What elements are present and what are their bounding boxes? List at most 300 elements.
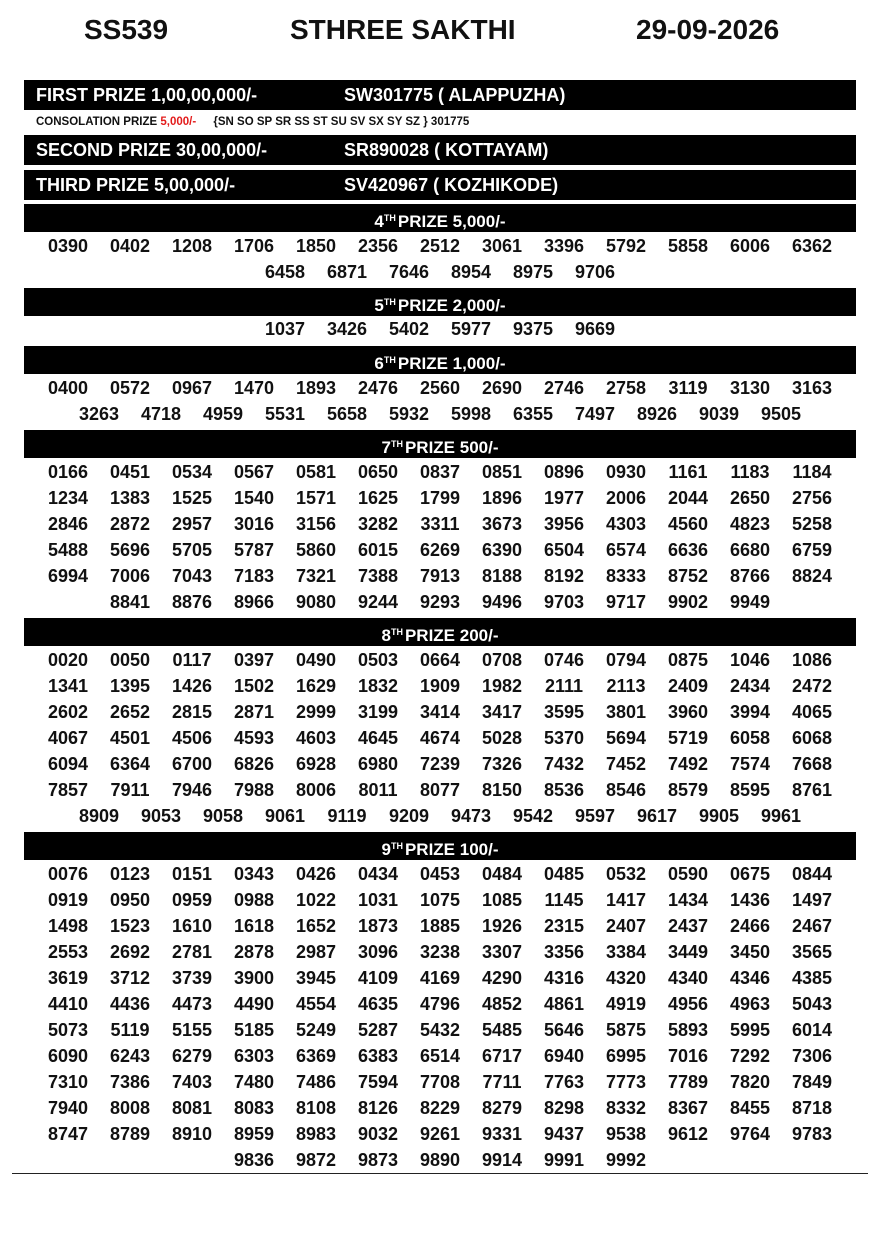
ticket-number: 1183 [730, 462, 770, 482]
ticket-number: 2756 [791, 488, 833, 508]
ticket-number: 7594 [357, 1072, 399, 1092]
ticket-number: 1652 [295, 916, 337, 936]
ticket-number: 0567 [233, 462, 275, 482]
ticket-number: 5432 [419, 1020, 461, 1040]
ticket-number: 3417 [481, 702, 523, 722]
third-prize-bar [24, 170, 856, 200]
ticket-number: 5249 [295, 1020, 337, 1040]
number-row [36, 991, 844, 1017]
number-row [36, 699, 844, 725]
ticket-number: 1799 [419, 488, 461, 508]
number-row [36, 537, 844, 563]
ticket-number: 0390 [47, 236, 89, 256]
ticket-number: 2815 [171, 702, 213, 722]
ticket-number: 9053 [140, 806, 182, 826]
ticket-number: 8126 [357, 1098, 399, 1118]
ticket-number: 6369 [295, 1046, 337, 1066]
sixth-prize-header: 6TH PRIZE 1,000/- [24, 346, 856, 374]
ticket-number: 4861 [543, 994, 585, 1014]
ticket-number: 7911 [110, 780, 150, 800]
ticket-number: 2602 [47, 702, 89, 722]
ticket-number: 1540 [233, 488, 275, 508]
ticket-number: 9293 [419, 592, 461, 612]
ticket-number: 1426 [171, 676, 213, 696]
ticket-number: 3096 [357, 942, 399, 962]
ticket-number: 4506 [171, 728, 213, 748]
ticket-number: 8926 [636, 404, 678, 424]
ticket-number: 3673 [481, 514, 523, 534]
ticket-number: 7492 [667, 754, 709, 774]
ticket-number: 8188 [481, 566, 523, 586]
ticket-number: 7708 [419, 1072, 461, 1092]
number-row [36, 1043, 844, 1069]
ticket-number: 4852 [481, 994, 523, 1014]
ticket-number: 8333 [605, 566, 647, 586]
number-row [36, 589, 844, 615]
number-row [36, 1095, 844, 1121]
ticket-number: 2746 [543, 378, 585, 398]
ticket-number: 2957 [171, 514, 213, 534]
ticket-number: 9039 [698, 404, 740, 424]
ticket-number: 0875 [667, 650, 709, 670]
ticket-number: 7388 [357, 566, 399, 586]
consolation-label: CONSOLATION PRIZE [36, 116, 158, 128]
ticket-number: 3801 [605, 702, 647, 722]
ticket-number: 6574 [605, 540, 647, 560]
ticket-number: 2407 [605, 916, 647, 936]
ticket-number: 8761 [791, 780, 833, 800]
ticket-number: 8579 [667, 780, 709, 800]
ticket-number: 7043 [171, 566, 213, 586]
ticket-number: 9617 [636, 806, 678, 826]
ticket-number: 0534 [171, 462, 213, 482]
ticket-number: 4674 [419, 728, 461, 748]
ticket-number: 4290 [481, 968, 523, 988]
ticket-number: 4635 [357, 994, 399, 1014]
ticket-number: 5860 [295, 540, 337, 560]
ticket-number: 0896 [543, 462, 585, 482]
ticket-number: 5719 [667, 728, 709, 748]
ticket-number: 3263 [78, 404, 120, 424]
ticket-number: 7183 [233, 566, 275, 586]
ticket-number: 5155 [171, 1020, 213, 1040]
ticket-number: 1618 [233, 916, 275, 936]
ticket-number: 9717 [605, 592, 647, 612]
ticket-number: 0746 [543, 650, 585, 670]
ticket-number: 4303 [605, 514, 647, 534]
ticket-number: 6014 [791, 1020, 833, 1040]
ticket-number: 2987 [295, 942, 337, 962]
ticket-number: 1625 [357, 488, 399, 508]
ticket-number: 3384 [605, 942, 647, 962]
number-row [36, 1017, 844, 1043]
ticket-number: 3199 [357, 702, 399, 722]
ticket-number: 3449 [667, 942, 709, 962]
ticket-number: 0151 [171, 864, 213, 884]
ticket-number: 7849 [791, 1072, 833, 1092]
ticket-number: 2434 [729, 676, 771, 696]
number-row [36, 259, 844, 285]
ticket-number: 8595 [729, 780, 771, 800]
ticket-number: 7480 [233, 1072, 275, 1092]
ticket-number: 7913 [419, 566, 461, 586]
ticket-number: 1629 [295, 676, 337, 696]
ticket-number: 2476 [357, 378, 399, 398]
ticket-number: 9437 [543, 1124, 585, 1144]
ticket-number: 1022 [295, 890, 337, 910]
ticket-number: 0988 [233, 890, 275, 910]
ticket-number: 7321 [295, 566, 337, 586]
second-prize-label: SECOND PRIZE 30,00,000/- [36, 140, 268, 160]
ticket-number: 2878 [233, 942, 275, 962]
ticket-number: 8229 [419, 1098, 461, 1118]
ticket-number: 6383 [357, 1046, 399, 1066]
ticket-number: 4718 [140, 404, 182, 424]
ticket-number: 3960 [667, 702, 709, 722]
ticket-number: 3900 [233, 968, 275, 988]
fifth-prize-header: 5TH PRIZE 2,000/- [24, 288, 856, 316]
ticket-number: 0166 [47, 462, 89, 482]
ticket-number: 1436 [729, 890, 771, 910]
ticket-number: 6680 [729, 540, 771, 560]
ticket-number: 8332 [605, 1098, 647, 1118]
ticket-number: 6279 [171, 1046, 213, 1066]
ticket-number: 4554 [295, 994, 337, 1014]
ticket-number: 2553 [47, 942, 89, 962]
ticket-number: 8910 [171, 1124, 213, 1144]
ticket-number: 3396 [543, 236, 585, 256]
ticket-number: 4501 [109, 728, 151, 748]
ticket-number: 3994 [729, 702, 771, 722]
ticket-number: 7988 [233, 780, 275, 800]
result-header [0, 14, 880, 54]
ticket-number: 3565 [791, 942, 833, 962]
ticket-number: 3739 [171, 968, 213, 988]
ticket-number: 8841 [109, 592, 151, 612]
ticket-number: 0434 [357, 864, 399, 884]
ticket-number: 2113 [606, 676, 646, 696]
ticket-number: 6700 [171, 754, 213, 774]
ticket-number: 6364 [109, 754, 151, 774]
ticket-number: 8083 [233, 1098, 275, 1118]
number-row [36, 861, 844, 887]
number-row [36, 401, 844, 427]
ticket-number: 1434 [667, 890, 709, 910]
ticket-number: 1977 [543, 488, 585, 508]
ticket-number: 6243 [109, 1046, 151, 1066]
ticket-number: 9783 [791, 1124, 833, 1144]
ticket-number: 2111 [544, 676, 584, 696]
ticket-number: 6355 [512, 404, 554, 424]
ticket-number: 5858 [667, 236, 709, 256]
ticket-number: 0794 [605, 650, 647, 670]
number-row [36, 939, 844, 965]
third-prize-winner: SV420967 ( KOZHIKODE) [344, 175, 559, 195]
ticket-number: 3282 [357, 514, 399, 534]
ticket-number: 4436 [109, 994, 151, 1014]
ticket-number: 1383 [109, 488, 151, 508]
number-row [36, 751, 844, 777]
ticket-number: 0503 [357, 650, 399, 670]
ticket-number: 6362 [791, 236, 833, 256]
ticket-number: 1896 [481, 488, 523, 508]
ticket-number: 5995 [729, 1020, 771, 1040]
ticket-number: 5705 [171, 540, 213, 560]
ticket-number: 0664 [419, 650, 461, 670]
ticket-number: 0930 [605, 462, 647, 482]
ticket-number: 8747 [47, 1124, 89, 1144]
ticket-number: 8824 [791, 566, 833, 586]
ticket-number: 0590 [667, 864, 709, 884]
fourth-prize-header: 4TH PRIZE 5,000/- [24, 204, 856, 232]
ticket-number: 1610 [171, 916, 213, 936]
number-row [36, 459, 844, 485]
ticket-number: 3156 [295, 514, 337, 534]
ticket-number: 0400 [47, 378, 89, 398]
ticket-number: 6458 [264, 262, 306, 282]
second-prize-winner: SR890028 ( KOTTAYAM) [344, 140, 549, 160]
ticket-number: 1893 [295, 378, 337, 398]
ticket-number: 0453 [419, 864, 461, 884]
ticket-number: 0020 [47, 650, 89, 670]
ticket-number: 6058 [729, 728, 771, 748]
ticket-number: 1909 [419, 676, 461, 696]
ticket-number: 4109 [357, 968, 399, 988]
ticket-number: 7403 [171, 1072, 213, 1092]
ticket-number: 7292 [729, 1046, 771, 1066]
ticket-number: 2560 [419, 378, 461, 398]
ticket-number: 9991 [543, 1150, 585, 1170]
ticket-number: 7452 [605, 754, 647, 774]
ticket-number: 0572 [109, 378, 151, 398]
ticket-number: 2999 [295, 702, 337, 722]
fourth-prize-numbers [36, 233, 844, 285]
ticket-number: 7574 [729, 754, 771, 774]
ticket-number: 9473 [450, 806, 492, 826]
ticket-number: 3311 [420, 514, 460, 534]
ticket-number: 0397 [233, 650, 275, 670]
ticket-number: 9331 [481, 1124, 523, 1144]
ticket-number: 1498 [47, 916, 89, 936]
ticket-number: 7773 [605, 1072, 647, 1092]
ticket-number: 9597 [574, 806, 616, 826]
ticket-number: 1873 [357, 916, 399, 936]
ticket-number: 8536 [543, 780, 585, 800]
draw-date: 29-09-2026 [636, 14, 780, 45]
ticket-number: 8546 [605, 780, 647, 800]
ticket-number: 8298 [543, 1098, 585, 1118]
ticket-number: 6871 [326, 262, 368, 282]
ticket-number: 0426 [295, 864, 337, 884]
ticket-number: 8766 [729, 566, 771, 586]
ticket-number: 1571 [295, 488, 337, 508]
ticket-number: 6994 [47, 566, 89, 586]
ticket-number: 8983 [295, 1124, 337, 1144]
ticket-number: 2467 [791, 916, 833, 936]
ticket-number: 0123 [109, 864, 151, 884]
ticket-number: 3061 [481, 236, 523, 256]
ticket-number: 7006 [109, 566, 151, 586]
ticket-number: 1234 [47, 488, 89, 508]
ticket-number: 9244 [357, 592, 399, 612]
ticket-number: 9706 [574, 262, 616, 282]
ticket-number: 5485 [481, 1020, 523, 1040]
ticket-number: 0851 [481, 462, 523, 482]
ticket-number: 5185 [233, 1020, 275, 1040]
ticket-number: 8077 [419, 780, 461, 800]
lottery-name: STHREE SAKTHI [290, 14, 516, 45]
ninth-prize-numbers [36, 861, 844, 1173]
ticket-number: 0950 [109, 890, 151, 910]
ticket-number: 8192 [543, 566, 585, 586]
ticket-number: 3956 [543, 514, 585, 534]
ticket-number: 2758 [605, 378, 647, 398]
ticket-number: 2872 [109, 514, 151, 534]
ticket-number: 9836 [233, 1150, 275, 1170]
ticket-number: 8718 [791, 1098, 833, 1118]
ticket-number: 1982 [481, 676, 523, 696]
ticket-number: 0959 [171, 890, 213, 910]
ticket-number: 5875 [605, 1020, 647, 1040]
ticket-number: 2356 [357, 236, 399, 256]
ticket-number: 2650 [729, 488, 771, 508]
ticket-number: 9209 [388, 806, 430, 826]
ticket-number: 1850 [295, 236, 337, 256]
ticket-number: 9914 [481, 1150, 523, 1170]
ticket-number: 3595 [543, 702, 585, 722]
ticket-number: 7326 [481, 754, 523, 774]
ticket-number: 6068 [791, 728, 833, 748]
ticket-number: 1470 [233, 378, 275, 398]
ticket-number: 7946 [171, 780, 213, 800]
ticket-number: 8279 [481, 1098, 523, 1118]
ticket-number: 6980 [357, 754, 399, 774]
ticket-number: 4067 [47, 728, 89, 748]
ticket-number: 7239 [419, 754, 461, 774]
ticket-number: 5119 [110, 1020, 150, 1040]
ticket-number: 6006 [729, 236, 771, 256]
ticket-number: 1085 [481, 890, 523, 910]
ticket-number: 1525 [171, 488, 213, 508]
number-row [36, 777, 844, 803]
ticket-number: 4956 [667, 994, 709, 1014]
ticket-number: 9890 [419, 1150, 461, 1170]
number-row [36, 725, 844, 751]
ticket-number: 5787 [233, 540, 275, 560]
ticket-number: 1145 [544, 890, 584, 910]
ticket-number: 7789 [667, 1072, 709, 1092]
ticket-number: 3163 [791, 378, 833, 398]
ticket-number: 4340 [667, 968, 709, 988]
ticket-number: 0076 [47, 864, 89, 884]
ticket-number: 7310 [47, 1072, 89, 1092]
ticket-number: 5646 [543, 1020, 585, 1040]
ticket-number: 5658 [326, 404, 368, 424]
consolation-series: {SN SO SP SR SS ST SU SV SX SY SZ } 301775 [213, 116, 470, 128]
ticket-number: 8150 [481, 780, 523, 800]
ticket-number: 1161 [668, 462, 708, 482]
ticket-number: 9703 [543, 592, 585, 612]
seventh-prize-header: 7TH PRIZE 500/- [24, 430, 856, 458]
ticket-number: 6269 [419, 540, 461, 560]
ticket-number: 8081 [171, 1098, 213, 1118]
ticket-number: 0117 [172, 650, 212, 670]
ticket-number: 7486 [295, 1072, 337, 1092]
number-row [36, 485, 844, 511]
ticket-number: 3414 [419, 702, 461, 722]
ticket-number: 0837 [419, 462, 461, 482]
ticket-number: 2846 [47, 514, 89, 534]
ticket-number: 7646 [388, 262, 430, 282]
bottom-divider [12, 1173, 868, 1174]
ticket-number: 6090 [47, 1046, 89, 1066]
ticket-number: 1885 [419, 916, 461, 936]
ticket-number: 2472 [791, 676, 833, 696]
ticket-number: 0581 [295, 462, 337, 482]
ticket-number: 0490 [295, 650, 337, 670]
ticket-number: 4169 [419, 968, 461, 988]
ticket-number: 5073 [47, 1020, 89, 1040]
ticket-number: 8011 [358, 780, 398, 800]
ticket-number: 9261 [419, 1124, 461, 1144]
number-row [36, 1121, 844, 1147]
ticket-number: 8455 [729, 1098, 771, 1118]
ticket-number: 2044 [667, 488, 709, 508]
ticket-number: 9612 [667, 1124, 709, 1144]
ticket-number: 2690 [481, 378, 523, 398]
ticket-number: 1046 [729, 650, 771, 670]
ticket-number: 5028 [481, 728, 523, 748]
ticket-number: 4593 [233, 728, 275, 748]
ticket-number: 7763 [543, 1072, 585, 1092]
ticket-number: 5893 [667, 1020, 709, 1040]
ticket-number: 4346 [729, 968, 771, 988]
ticket-number: 8367 [667, 1098, 709, 1118]
ticket-number: 2409 [667, 676, 709, 696]
ticket-number: 7016 [667, 1046, 709, 1066]
ticket-number: 2692 [109, 942, 151, 962]
ticket-number: 4645 [357, 728, 399, 748]
consolation-amount: 5,000/- [160, 116, 197, 128]
ticket-number: 5370 [543, 728, 585, 748]
ticket-number: 5977 [450, 319, 492, 339]
number-row [36, 563, 844, 589]
number-row [36, 887, 844, 913]
ticket-number: 0451 [109, 462, 151, 482]
ticket-number: 6928 [295, 754, 337, 774]
ticket-number: 1523 [109, 916, 151, 936]
ticket-number: 9872 [295, 1150, 337, 1170]
first-prize-label: FIRST PRIZE 1,00,00,000/- [36, 85, 258, 105]
ticket-number: 5696 [109, 540, 151, 560]
ticket-number: 4385 [791, 968, 833, 988]
ticket-number: 1208 [171, 236, 213, 256]
first-prize-bar [24, 80, 856, 110]
ninth-prize-header: 9TH PRIZE 100/- [24, 832, 856, 860]
ticket-number: 6504 [543, 540, 585, 560]
ticket-number: 7432 [543, 754, 585, 774]
number-row [36, 316, 844, 342]
ticket-number: 1341 [47, 676, 89, 696]
ticket-number: 0675 [729, 864, 771, 884]
ticket-number: 4919 [605, 994, 647, 1014]
ticket-number: 0485 [543, 864, 585, 884]
ticket-number: 9080 [295, 592, 337, 612]
ticket-number: 0050 [109, 650, 151, 670]
ticket-number: 2512 [419, 236, 461, 256]
ticket-number: 7820 [729, 1072, 771, 1092]
consolation-prize [36, 116, 469, 128]
